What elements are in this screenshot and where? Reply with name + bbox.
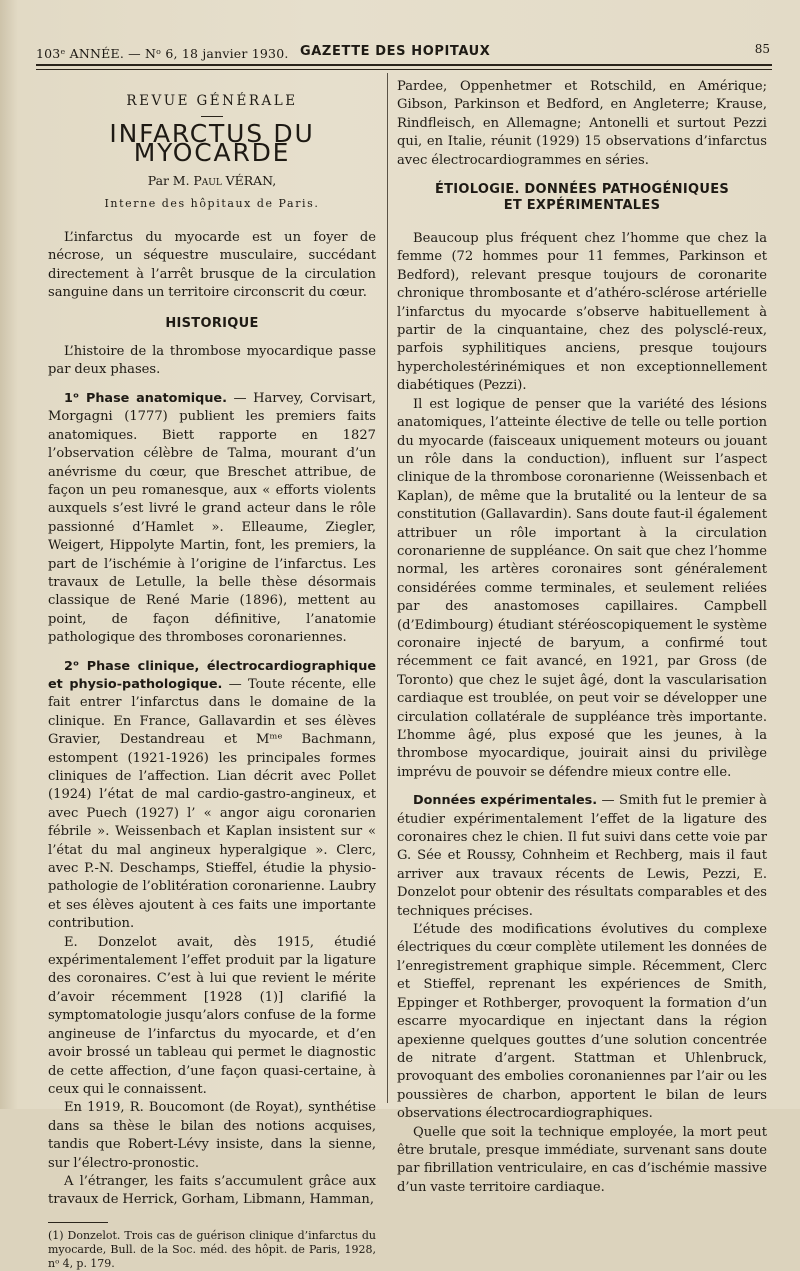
issue-line: 103ᵉ ANNÉE. — Nᵒ 6, 18 janvier 1930. bbox=[36, 46, 289, 61]
phase2-paragraph bbox=[48, 658, 376, 934]
etiologie-heading bbox=[397, 182, 767, 214]
quelle-paragraph: Quelle que soit la technique employée, la mort peut être brutale, presque immédiate, survenant sans doute par fibrillation ventriculaire, en cas d’ischémie massive d’un vaste territoire cardiaque. bbox=[397, 1124, 767, 1195]
page-header bbox=[36, 42, 770, 62]
experimental-lead: Données expérimentales. bbox=[413, 793, 598, 809]
etiologie-heading-line2: ET EXPÉRIMENTALES bbox=[503, 198, 661, 214]
author-name: Paul VÉRAN, bbox=[193, 173, 277, 189]
rubric-rule bbox=[201, 116, 223, 117]
etiologie-paragraph-1: Beaucoup plus fréquent chez l’homme que chez la femme (72 hommes pour 11 femmes, Parkinson et Bedford), relevant presque toujours de coronarite chronique thrombosante et d’athéro-sclérose artérielle l’infarctus du myocarde s’observe habituellement à partir de la cinquantaine, chez des polysclé-reux, parfois syphilitiques anciens, presque toujours hypercholestérinémiques et non exceptionnellement diabétiques (Pezzi). bbox=[397, 231, 767, 394]
author-role: Interne des hôpitaux de Paris. bbox=[104, 196, 320, 210]
page-number: 85 bbox=[754, 42, 770, 56]
phase2-lead: 2ᵒ Phase clinique, électrocardiographique et physio-pathologique. bbox=[48, 658, 376, 692]
header-rule-thin bbox=[36, 69, 772, 70]
boucomont-paragraph: En 1919, R. Boucomont (de Royat), synthétise dans sa thèse le bilan des notions acquises, tandis que Robert-Lévy insiste, dans la sienne, sur l’électro-pronostic. bbox=[48, 1100, 376, 1171]
historique-intro: L’histoire de la thrombose myocardique passe par deux phases. bbox=[48, 344, 376, 378]
etiologie-paragraph-2: Il est logique de penser que la variété des lésions anatomiques, l’atteinte élective de telle ou telle portion du myocarde (faisceaux uniquement moteurs ou jouant un rôle dans la conduction), influent sur l’aspect clinique de la thrombose coronarienne (Weissenbach et Kaplan), de même que la brutalité ou la lenteur de sa constitution (Gallavardin). Sans doute faut-il également attribuer un rôle important à la circulation coronarienne de suppléance. On sait que chez l’homme normal, les artères coronaires sont généralement considérées comme terminales, et seulement reliées par des anastomoses capillaires. Campbell (d’Edimbourg) étudiant stéréoscopiquement le système coronaire injecté de baryum, a confirmé tout récemment ce fait avancé, en 1921, par Gross (de Toronto) que chez le sujet âgé, dont la vascularisation cardiaque est troublée, on peut voir se développer une circulation collatérale de suppléance très importante. L’homme âgé, plus exposé que les jeunes, à la thrombose myocardique, jouirait ainsi du privilège imprévu de pouvoir se défendre mieux contre elle. bbox=[397, 396, 767, 780]
etiologie-heading-line1: ÉTIOLOGIE. DONNÉES PATHOGÉNIQUES bbox=[434, 182, 730, 198]
footnote-rule bbox=[48, 1222, 108, 1223]
footnote: (1) Donzelot. Trois cas de guérison clinique d’infarctus du myocarde, Bull. de la Soc. méd. des hôpit. de Paris, 1928, nᵒ 4, p. 179. bbox=[48, 1228, 376, 1270]
author-prefix: Par M. bbox=[147, 173, 190, 189]
article-title: INFARCTUS DU MYOCARDE bbox=[109, 119, 315, 167]
continued-paragraph: Pardee, Oppenhetmer et Rotschild, en Amérique; Gibson, Parkinson et Bedford, en Angleterre; Krause, Rindfleisch, en Allemagne; Antonelli et surtout Pezzi qui, en Italie, réunit (1929) 15 observations d’infarctus avec électrocardiogrammes en séries. bbox=[397, 79, 767, 168]
intro-paragraph: L’infarctus du myocarde est un foyer de nécrose, un séquestre musculaire, succédant directement à l’arrêt brusque de la circulation sanguine dans un territoire circonscrit du cœur. bbox=[48, 230, 376, 301]
phase1-lead: 1ᵒ Phase anatomique. bbox=[64, 390, 227, 406]
right-column bbox=[397, 78, 767, 1197]
header-rule-thick bbox=[36, 64, 772, 66]
phase2-text: — Toute récente, elle fait entrer l’infarctus dans le domaine de la clinique. En France, Gallavardin et ses élèves Gravier, Destandreau et Mᵐᵉ Bachmann, estompent (1921-1926) les principales formes cliniques de l’affection. Lian décrit avec Pollet (1924) l’état de mal cardio-gastro-angineux, et avec Puech (1927) l’ « angor aigu coronarien fébrile ». Weissenbach et Kaplan insistent sur « l’état du mal angineux hyperalgique ». Clerc, avec P.-N. Deschamps, Stieffel, étudie la physio-pathologie de l’oblitération coronarienne. Laubry et ses élèves ajoutent à ces faits une importante contribution. bbox=[48, 676, 377, 932]
donzelot-paragraph: E. Donzelot avait, dès 1915, étudié expérimentalement l’effet produit par la ligature des coronaires. C’est à lui que revient le mérite d’avoir récemment [1928 (1)] clarifié la symptomatologie jusqu’alors confuse de la forme angineuse de l’infarctus du myocarde, et d’en avoir brossé un tableau qui permet le diagnostic de cette affection, d’une façon quasi-certaine, à ceux qui le connaissent. bbox=[48, 934, 376, 1097]
column-separator bbox=[387, 73, 388, 1103]
journal-name: GAZETTE DES HOPITAUX bbox=[300, 44, 491, 59]
byline bbox=[48, 172, 376, 190]
phase1-paragraph bbox=[48, 390, 376, 648]
modifications-paragraph: L’étude des modifications évolutives du complexe électriques du cœur complète utilement les données de l’enregistrement graphique simple. Récemment, Clerc et Stieffel, reprenant les expériences de Smith, Eppinger et Rothberger, provoquent la formation d’un escarre myocardique en injectant dans la région apexienne quelques gouttes d’une solution concentrée de nitrate d’argent. Stattman et Uhlenbruck, provoquant des embolies coronaniennes par l’air ou les poussières de charbon, apportent le bilan de leurs observations électrocardiographiques. bbox=[397, 922, 767, 1122]
left-column bbox=[48, 78, 376, 1271]
experimental-paragraph bbox=[397, 792, 767, 921]
rubric: REVUE GÉNÉRALE bbox=[126, 93, 298, 109]
experimental-text: — Smith fut le premier à étudier expérimentalement l’effet de la ligature des coronaires chez le chien. Il fut suivi dans cette voie par G. Sée et Roussy, Cohnheim et Rechberg, mais il faut arriver aux travaux récents de Lewis, Pezzi, E. Donzelot pour obtenir des résultats comparables et des techniques précises. bbox=[397, 793, 767, 919]
historique-heading: HISTORIQUE bbox=[165, 315, 259, 331]
etranger-paragraph: A l’étranger, les faits s’accumulent grâce aux travaux de Herrick, Gorham, Libmann, Hamman, bbox=[48, 1173, 376, 1208]
phase1-text: — Harvey, Corvisart, Morgagni (1777) publient les premiers faits anatomiques. Biett rapporte en 1827 l’observation célèbre de Talma, mourant d’un anévrisme du cœur, que Breschet attribue, de façon un peu romanesque, aux « efforts violents auxquels s’est livré le grand acteur dans le rôle passionné d’Hamlet ». Elleaume, Ziegler, Weigert, Hippolyte Martin, font, les premiers, la part de l’ischémie à l’origine de l’infarctus. Les travaux de Letulle, la belle thèse désormais classique de René Marie (1896), mettent au point, de façon définitive, l’anatomie pathologique des thromboses coronariennes. bbox=[48, 390, 376, 646]
